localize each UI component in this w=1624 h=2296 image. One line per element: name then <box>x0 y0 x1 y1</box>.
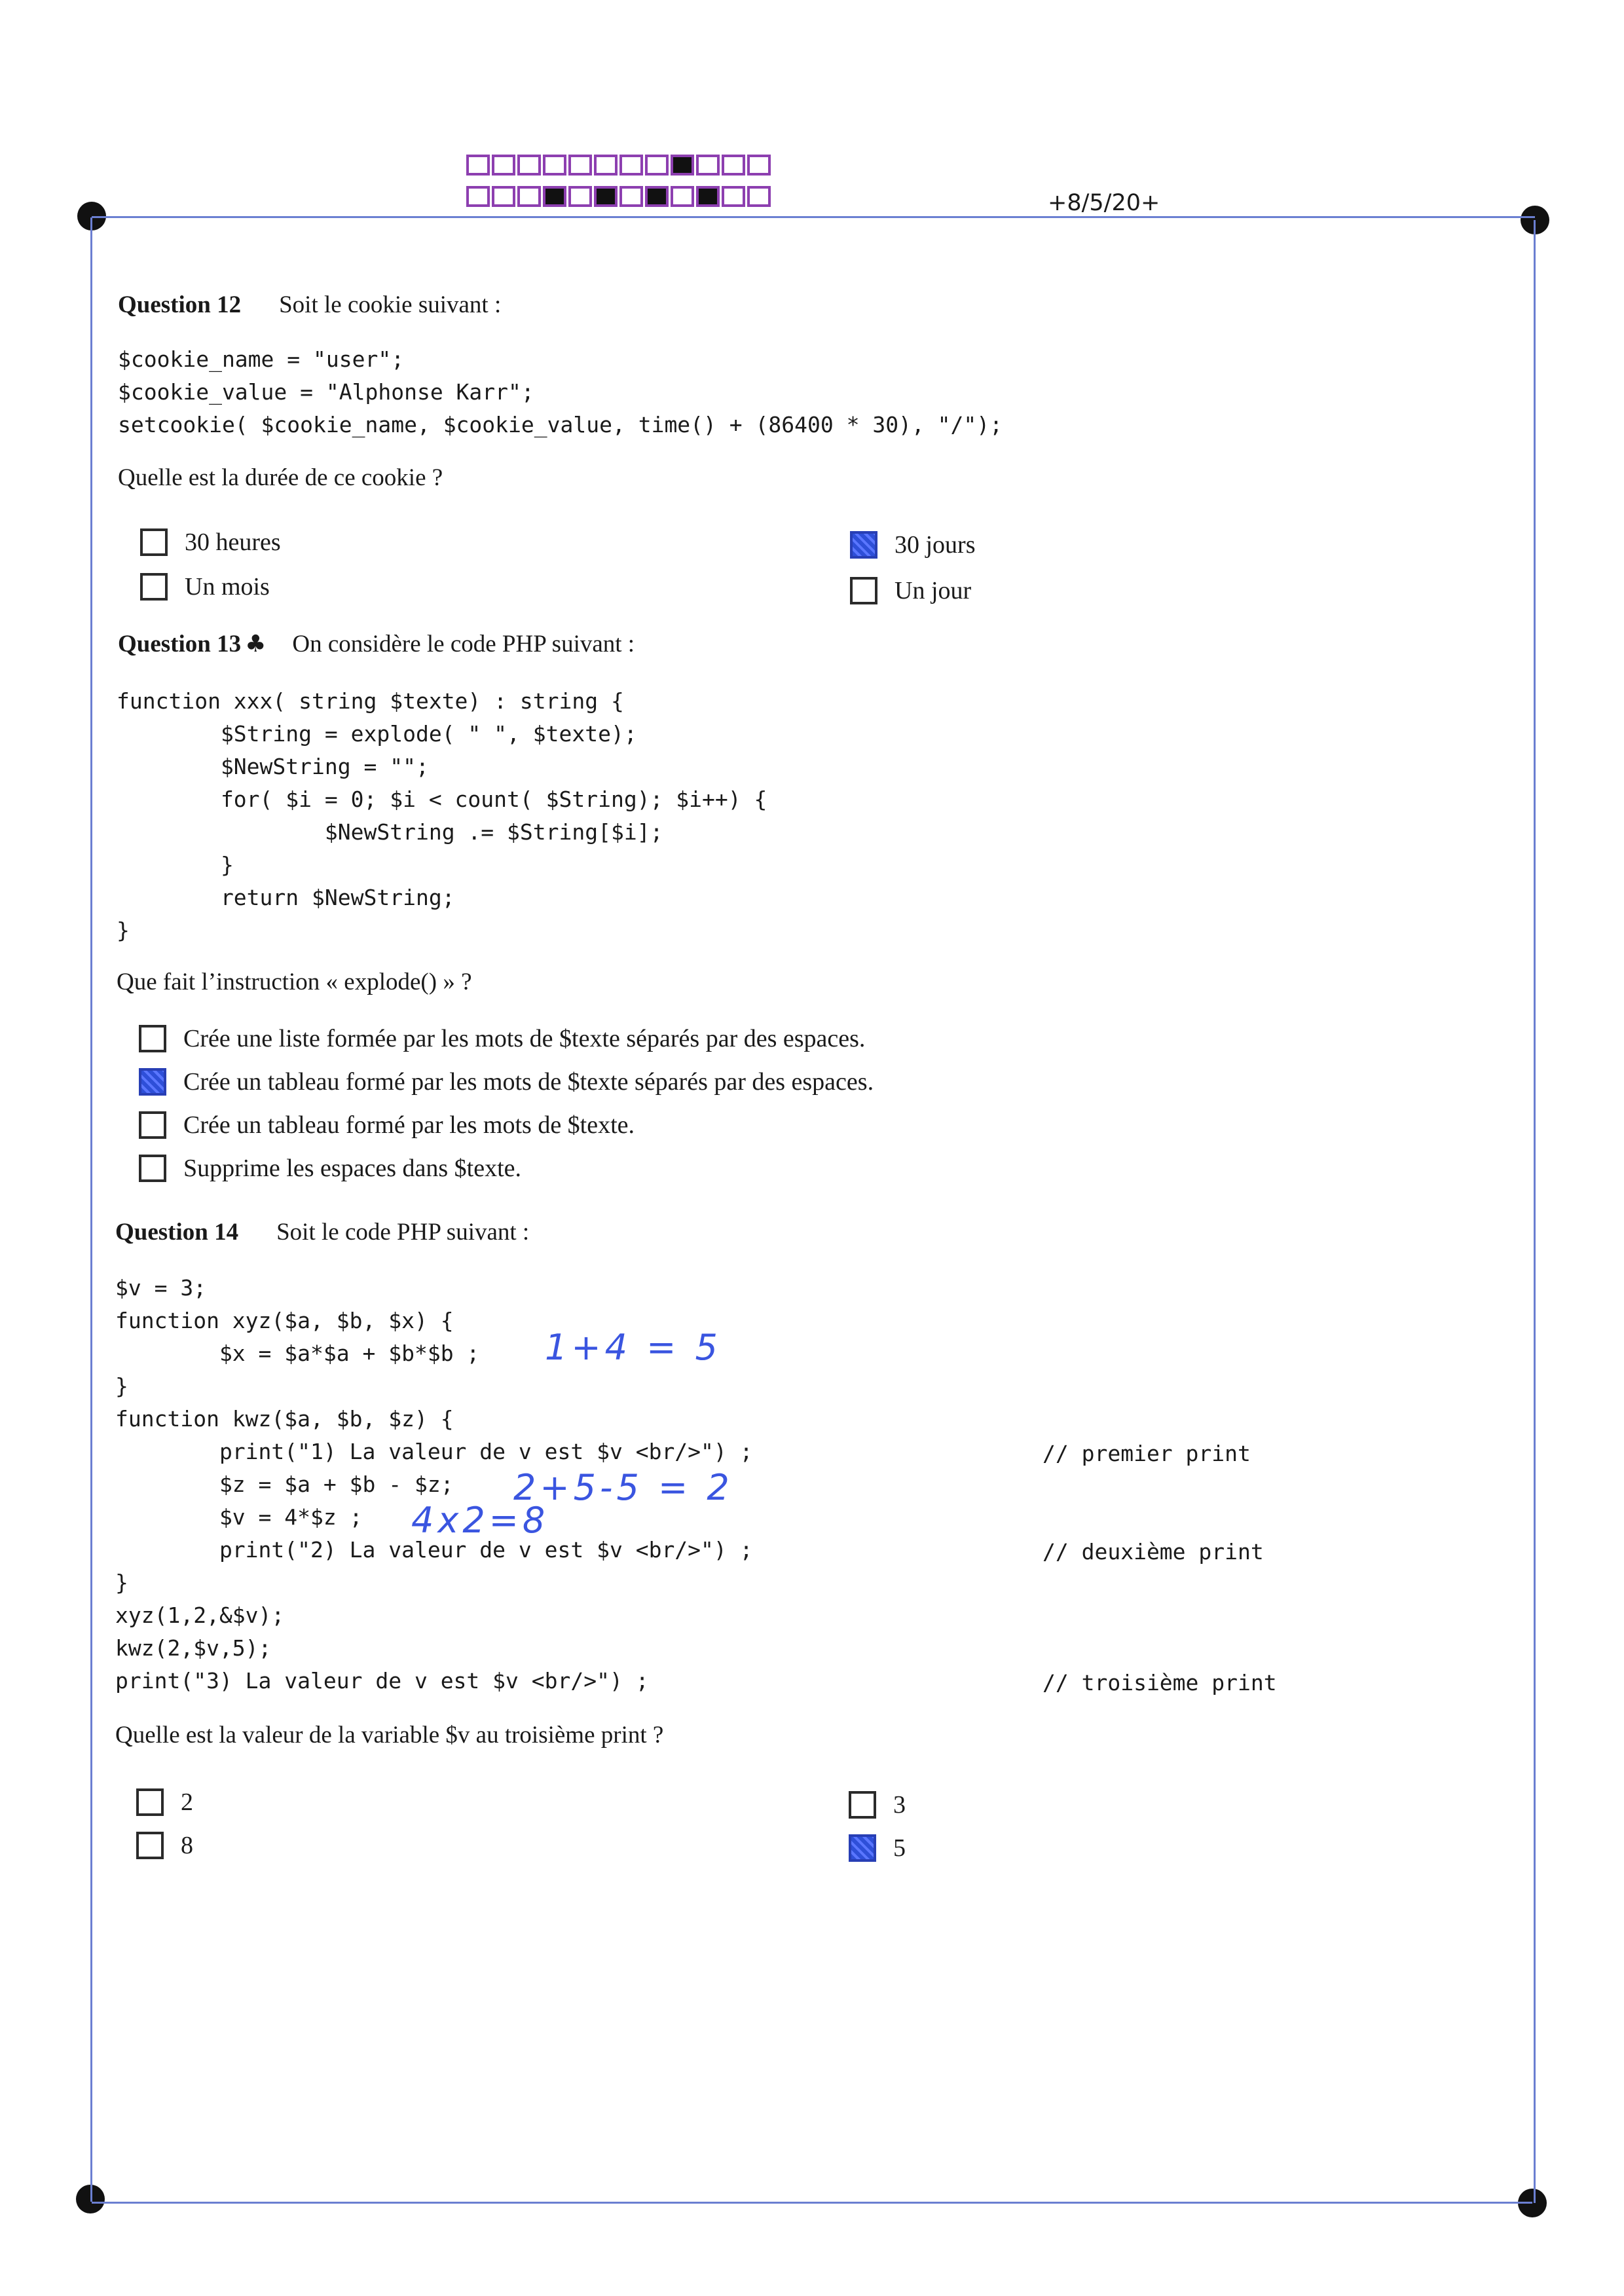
barcode-cell <box>568 155 592 176</box>
question-14-header <box>115 1218 529 1246</box>
q14-checkbox-1[interactable] <box>136 1788 164 1816</box>
barcode-cell <box>671 186 694 207</box>
barcode-cell <box>619 186 643 207</box>
barcode-cell <box>722 186 745 207</box>
barcode-cell <box>696 155 720 176</box>
question-13-header <box>118 630 635 658</box>
question-14-intro: Soit le code PHP suivant : <box>276 1219 530 1246</box>
comment-troisieme-print: // troisième print <box>1043 1670 1277 1695</box>
q14-checkbox-3[interactable] <box>136 1832 164 1859</box>
q13-option-1[interactable] <box>139 1024 865 1053</box>
barcode-cell <box>517 186 541 207</box>
q14-option-5[interactable] <box>849 1834 906 1862</box>
q13-checkbox-3[interactable] <box>139 1111 166 1139</box>
barcode-cell <box>466 186 490 207</box>
q13-option-4[interactable] <box>139 1154 521 1183</box>
q13-option-2[interactable] <box>139 1067 874 1096</box>
question-12-intro: Soit le cookie suivant : <box>279 291 502 318</box>
question-12-code: $cookie_name = "user"; $cookie_value = "Alphonse Karr"; setcookie( $cookie_name, $cookie_value, time() + (86400 * 30), "/"); <box>118 346 1003 437</box>
q14-option-3[interactable] <box>849 1790 906 1819</box>
barcode-cell <box>619 155 643 176</box>
barcode-cell <box>645 186 669 207</box>
q13-option-label: Crée un tableau formé par les mots de $texte séparés par des espaces. <box>183 1068 874 1096</box>
club-icon: ♣ <box>245 631 267 657</box>
barcode-cell <box>747 155 771 176</box>
q13-option-3[interactable] <box>139 1111 635 1139</box>
question-13-intro: On considère le code PHP suivant : <box>292 631 635 657</box>
frame-top-line <box>92 216 1535 218</box>
q12-option-label: 30 heures <box>185 528 281 556</box>
q14-option-2[interactable] <box>136 1788 193 1817</box>
barcode-cell <box>671 155 694 176</box>
barcode-cell <box>543 186 566 207</box>
q14-option-label: 5 <box>893 1834 906 1862</box>
question-14-prompt: Quelle est la valeur de la variable $v au troisième print ? <box>115 1722 664 1749</box>
frame-bottom-line <box>92 2202 1532 2204</box>
barcode-cell <box>722 155 745 176</box>
q13-option-label: Crée une liste formée par les mots de $texte séparés par des espaces. <box>183 1025 866 1052</box>
q12-checkbox-2-checked[interactable] <box>850 531 877 559</box>
barcode-cell <box>747 186 771 207</box>
q13-checkbox-1[interactable] <box>139 1025 166 1052</box>
frame-right-line <box>1534 220 1536 2203</box>
q12-option-30-jours[interactable] <box>850 530 976 559</box>
q13-checkbox-2-checked[interactable] <box>139 1068 166 1096</box>
barcode-cell <box>645 155 669 176</box>
comment-deuxieme-print: // deuxième print <box>1043 1539 1264 1565</box>
q12-option-label: 30 jours <box>895 531 976 559</box>
barcode-row-2 <box>466 186 773 207</box>
question-13-prompt: Que fait l’instruction « explode() » ? <box>117 969 472 995</box>
q12-checkbox-3[interactable] <box>140 573 168 601</box>
question-13-code: function xxx( string $texte) : string { $String = explode( " ", $texte); $NewString = ""; for( $i = 0; $i < count( $String); $i++) { $NewString .= $String[$i]; } return $NewString; } <box>117 688 767 943</box>
question-13-title: Question 13 <box>118 631 242 657</box>
barcode-cell <box>492 186 515 207</box>
question-14-code: $v = 3; function xyz($a, $b, $x) { $x = $a*$a + $b*$b ; } function kwz($a, $b, $z) { print("1) La valeur de v est $v <br/>") ; $z = $a + $b - $z; $v = 4*$z ; print("2) La valeur de v est $v <br/>") ; } xyz(1,2,&$v); kwz(2,$v,5); print("3) La valeur de v est $v <br/>") ; <box>115 1275 753 1694</box>
question-12-prompt: Quelle est la durée de ce cookie ? <box>118 464 443 491</box>
frame-left-line <box>90 217 92 2202</box>
q12-option-un-mois[interactable] <box>140 572 270 601</box>
q12-option-label: Un mois <box>185 573 270 601</box>
q14-option-label: 8 <box>181 1832 193 1859</box>
q14-option-label: 2 <box>181 1788 193 1816</box>
barcode-cell <box>568 186 592 207</box>
q12-option-un-jour[interactable] <box>850 576 971 605</box>
handwritten-note-1: 1+4 = 5 <box>545 1327 722 1368</box>
barcode-cell <box>594 186 618 207</box>
q14-option-8[interactable] <box>136 1831 193 1860</box>
q13-option-label: Crée un tableau formé par les mots de $texte. <box>183 1111 635 1139</box>
q12-checkbox-1[interactable] <box>140 528 168 556</box>
page-code: +8/5/20+ <box>1048 190 1160 216</box>
q14-option-label: 3 <box>893 1791 906 1819</box>
q12-option-30-heures[interactable] <box>140 528 281 557</box>
question-12-title: Question 12 <box>118 291 242 318</box>
handwritten-note-3: 4x2=8 <box>411 1500 549 1541</box>
barcode-cell <box>594 155 618 176</box>
barcode-cell <box>517 155 541 176</box>
barcode-cell <box>492 155 515 176</box>
q13-option-label: Supprime les espaces dans $texte. <box>183 1155 522 1182</box>
barcode-cell <box>543 155 566 176</box>
q14-checkbox-4-checked[interactable] <box>849 1834 876 1862</box>
barcode-cell <box>696 186 720 207</box>
q13-checkbox-4[interactable] <box>139 1155 166 1182</box>
q14-checkbox-2[interactable] <box>849 1791 876 1819</box>
q12-checkbox-4[interactable] <box>850 577 877 604</box>
q12-option-label: Un jour <box>895 577 972 604</box>
question-12-header <box>118 291 501 319</box>
comment-premier-print: // premier print <box>1043 1441 1251 1466</box>
handwritten-note-2: 2+5-5 = 2 <box>513 1467 733 1508</box>
barcode-row-1 <box>466 155 773 176</box>
barcode-cell <box>466 155 490 176</box>
question-14-title: Question 14 <box>115 1219 239 1246</box>
